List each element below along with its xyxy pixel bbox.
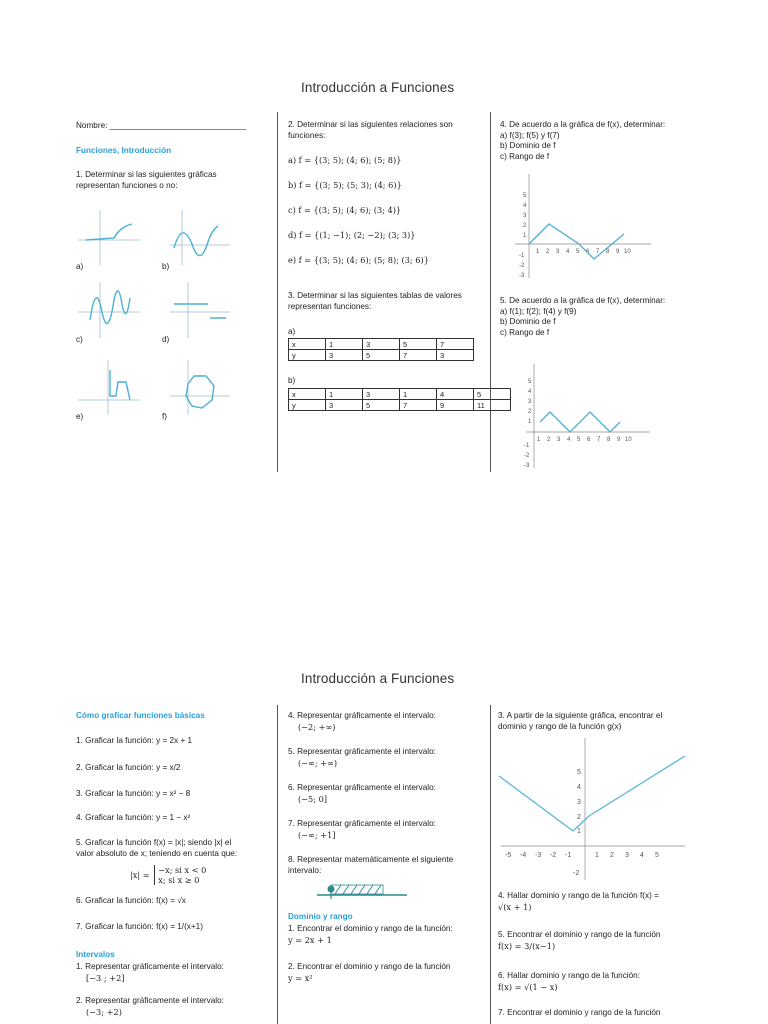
interval-8: 8. Representar matemáticamente el siguiente intervalo: — [288, 855, 454, 875]
exercise-2: 2. Graficar la función: y = x/2 — [76, 763, 181, 772]
relation-b: b) f = {(3; 5); (5; 3); (4; 6)} — [288, 180, 402, 190]
graph-e-curve — [110, 370, 130, 400]
graph-label-e: e) — [76, 412, 84, 421]
svg-text:5: 5 — [655, 852, 659, 859]
svg-text:5: 5 — [523, 193, 527, 199]
svg-text:-2: -2 — [524, 453, 530, 459]
table-cell: x — [289, 389, 326, 400]
svg-text:2: 2 — [528, 409, 532, 415]
svg-text:1: 1 — [595, 852, 599, 859]
table-a-label: a) — [288, 327, 296, 336]
question-sqrt: 4. Hallar dominio y rango de la función f(x) = √(x + 1) — [498, 891, 659, 912]
table-cell: 3 — [326, 400, 363, 411]
table-cell: 5 — [400, 339, 437, 350]
table-cell: 5 — [363, 350, 400, 361]
svg-text:8: 8 — [607, 437, 611, 443]
interval-diagram — [315, 875, 410, 903]
question-sqrt-2: 6. Hallar dominio y rango de la función: f(x) = √(1 − x) — [498, 971, 640, 992]
table-cell: 1 — [326, 339, 363, 350]
relation-e: e) f = {(3; 5); (4; 6); (5; 8); (3; 6)} — [288, 255, 429, 265]
svg-text:1: 1 — [537, 437, 541, 443]
graph-label-a: a) — [76, 262, 84, 271]
svg-text:7: 7 — [597, 437, 601, 443]
svg-text:9: 9 — [617, 437, 621, 443]
svg-text:2: 2 — [610, 852, 614, 859]
question-2: 2. Determinar si las siguientes relaciones son funciones: — [288, 120, 453, 140]
domain-exercise-2: 2. Encontrar el dominio y rango de la función y = x² — [288, 962, 451, 983]
relation-d: d) f = {(1; −1); (2; −2); (3; 3)} — [288, 230, 416, 240]
svg-text:4: 4 — [577, 784, 581, 791]
svg-text:-4: -4 — [520, 852, 527, 859]
graph-q5 — [510, 358, 660, 470]
domain-exercise-1: 1. Encontrar el dominio y rango de la función: y = 2x + 1 — [288, 924, 453, 945]
interval-2: 2. Representar gráficamente el intervalo: (−3; +2) — [76, 996, 224, 1017]
graph-label-c: c) — [76, 335, 83, 344]
exercise-7: 7. Graficar la función: f(x) = 1/(x+1) — [76, 922, 203, 931]
table-cell: y — [289, 350, 326, 361]
exercise-4: 4. Graficar la función: y = 1 − x² — [76, 813, 191, 822]
column-divider — [277, 705, 278, 1024]
svg-text:3: 3 — [528, 399, 532, 405]
svg-text:2: 2 — [523, 223, 527, 229]
svg-text:1: 1 — [528, 419, 532, 425]
svg-text:6: 6 — [586, 249, 590, 255]
section-heading: Funciones, Introducción — [76, 146, 172, 155]
page2-title: Introducción a Funciones — [301, 671, 455, 686]
svg-text:3: 3 — [557, 437, 561, 443]
graph-g — [497, 734, 689, 882]
table-row — [289, 389, 511, 400]
svg-text:3: 3 — [556, 249, 560, 255]
table-cell: 3 — [363, 339, 400, 350]
svg-text:6: 6 — [587, 437, 591, 443]
svg-text:-3: -3 — [524, 463, 530, 469]
svg-text:-2: -2 — [519, 263, 525, 269]
question-1: 1. Determinar si las siguientes gráficas representan funciones o no: — [76, 170, 217, 190]
question-3: 3. Determinar si las siguientes tablas de valores representan funciones: — [288, 291, 462, 311]
svg-text:8: 8 — [606, 249, 610, 255]
interval-6: 6. Representar gráficamente el intervalo: (−5; 0] — [288, 783, 436, 804]
graph-b-curve — [174, 226, 218, 256]
relation-a: a) f = {(3; 5); (4; 6); (5; 8)} — [288, 155, 402, 165]
table-cell: 7 — [400, 350, 437, 361]
svg-text:7: 7 — [596, 249, 600, 255]
svg-text:10: 10 — [624, 249, 631, 255]
svg-text:-3: -3 — [535, 852, 542, 859]
graph-d-lines — [174, 304, 226, 318]
page1-title: Introducción a Funciones — [301, 80, 455, 95]
graph-q4 — [505, 168, 655, 280]
table-cell: 3 — [363, 389, 400, 400]
question-rational: 5. Encontrar el dominio y rango de la función f(x) = 3/(x−1) — [498, 930, 661, 951]
table-cell: 11 — [474, 400, 511, 411]
exercise-6: 6. Graficar la función: f(x) = √x — [76, 896, 186, 905]
svg-text:4: 4 — [566, 249, 570, 255]
interval-1: 1. Representar gráficamente el intervalo: [−3 ; +2] — [76, 962, 224, 983]
svg-text:4: 4 — [523, 203, 527, 209]
svg-text:10: 10 — [625, 437, 632, 443]
svg-text:1: 1 — [577, 828, 581, 835]
svg-text:4: 4 — [528, 389, 532, 395]
relation-c: c) f = {(3; 5); (4; 6); (3; 4)} — [288, 205, 402, 215]
interval-5: 5. Representar gráficamente el intervalo: (−∞; +∞) — [288, 747, 436, 768]
svg-text:2: 2 — [546, 249, 550, 255]
table-cell: 7 — [400, 400, 437, 411]
column-divider — [490, 705, 491, 1024]
graph-label-d: d) — [162, 335, 170, 344]
name-field[interactable]: Nombre: ______________________________ — [76, 121, 247, 130]
svg-text:5: 5 — [577, 769, 581, 776]
graph-q5-line — [540, 412, 620, 432]
table-row — [289, 350, 474, 361]
table-cell: 7 — [437, 339, 474, 350]
absolute-value-definition: |x| = −x; si x < 0 x; si x ≥ 0 — [130, 865, 207, 885]
section-heading-domain: Dominio y rango — [288, 912, 353, 921]
graph-label-f: f) — [162, 412, 168, 421]
values-table-b — [288, 388, 511, 411]
svg-text:-1: -1 — [519, 253, 525, 259]
svg-text:-5: -5 — [505, 852, 512, 859]
table-cell: 4 — [437, 389, 474, 400]
question-5: 5. De acuerdo a la gráfica de f(x), determinar: a) f(1); f(2); f(4) y f(9) b) Dominio de f c) Rango de f — [500, 296, 666, 337]
table-cell: x — [289, 339, 326, 350]
table-cell: 5 — [474, 389, 511, 400]
svg-text:-1: -1 — [524, 443, 530, 449]
interval-4: 4. Representar gráficamente el intervalo: (−2; +∞) — [288, 711, 436, 732]
table-row — [289, 339, 474, 350]
svg-text:-3: -3 — [519, 273, 525, 279]
svg-text:1: 1 — [523, 233, 527, 239]
svg-text:5: 5 — [577, 437, 581, 443]
svg-text:3: 3 — [523, 213, 527, 219]
table-row — [289, 400, 511, 411]
svg-text:-1: -1 — [565, 852, 572, 859]
graph-g-line — [499, 756, 685, 831]
table-cell: 3 — [326, 350, 363, 361]
section-heading-intervals: Intervalos — [76, 950, 115, 959]
graph-a-curve — [86, 224, 132, 240]
graph-c-curve — [90, 291, 130, 324]
section-heading: Cómo graficar funciones básicas — [76, 711, 205, 720]
svg-text:3: 3 — [577, 799, 581, 806]
column-divider — [490, 112, 491, 472]
exercise-5: 5. Graficar la función f(x) = |x|; siendo |x| el valor absoluto de x; teniendo en cuenta que: — [76, 838, 238, 858]
svg-text:2: 2 — [577, 814, 581, 821]
svg-text:5: 5 — [528, 379, 532, 385]
svg-text:4: 4 — [567, 437, 571, 443]
question-4: 4. De acuerdo a la gráfica de f(x), determinar: a) f(3); f(5) y f(7) b) Dominio de f c) Rango de f — [500, 120, 666, 161]
svg-text:-2: -2 — [550, 852, 557, 859]
column-divider — [277, 112, 278, 472]
svg-text:4: 4 — [640, 852, 644, 859]
exercise-3: 3. Graficar la función: y = x² − 8 — [76, 789, 191, 798]
svg-text:9: 9 — [616, 249, 620, 255]
graph-label-b: b) — [162, 262, 170, 271]
table-cell: y — [289, 400, 326, 411]
question-g: 3. A partir de la siguiente gráfica, encontrar el dominio y rango de la función g(x) — [498, 711, 663, 731]
table-b-label: b) — [288, 376, 296, 385]
values-table-a — [288, 338, 474, 361]
svg-text:2: 2 — [547, 437, 551, 443]
table-cell: 1 — [400, 389, 437, 400]
interval-7: 7. Representar gráficamente el intervalo: (−∞; +1] — [288, 819, 436, 840]
svg-text:-2: -2 — [573, 870, 580, 877]
table-cell: 3 — [437, 350, 474, 361]
graph-f-curve — [186, 376, 214, 408]
table-cell: 5 — [363, 400, 400, 411]
function-graphs-grid — [70, 200, 270, 430]
table-cell: 1 — [326, 389, 363, 400]
svg-text:5: 5 — [576, 249, 580, 255]
table-cell: 9 — [437, 400, 474, 411]
exercise-1: 1. Graficar la función: y = 2x + 1 — [76, 736, 193, 745]
svg-text:1: 1 — [536, 249, 540, 255]
question-7: 7. Encontrar el dominio y rango de la función — [498, 1008, 661, 1017]
svg-text:3: 3 — [625, 852, 629, 859]
